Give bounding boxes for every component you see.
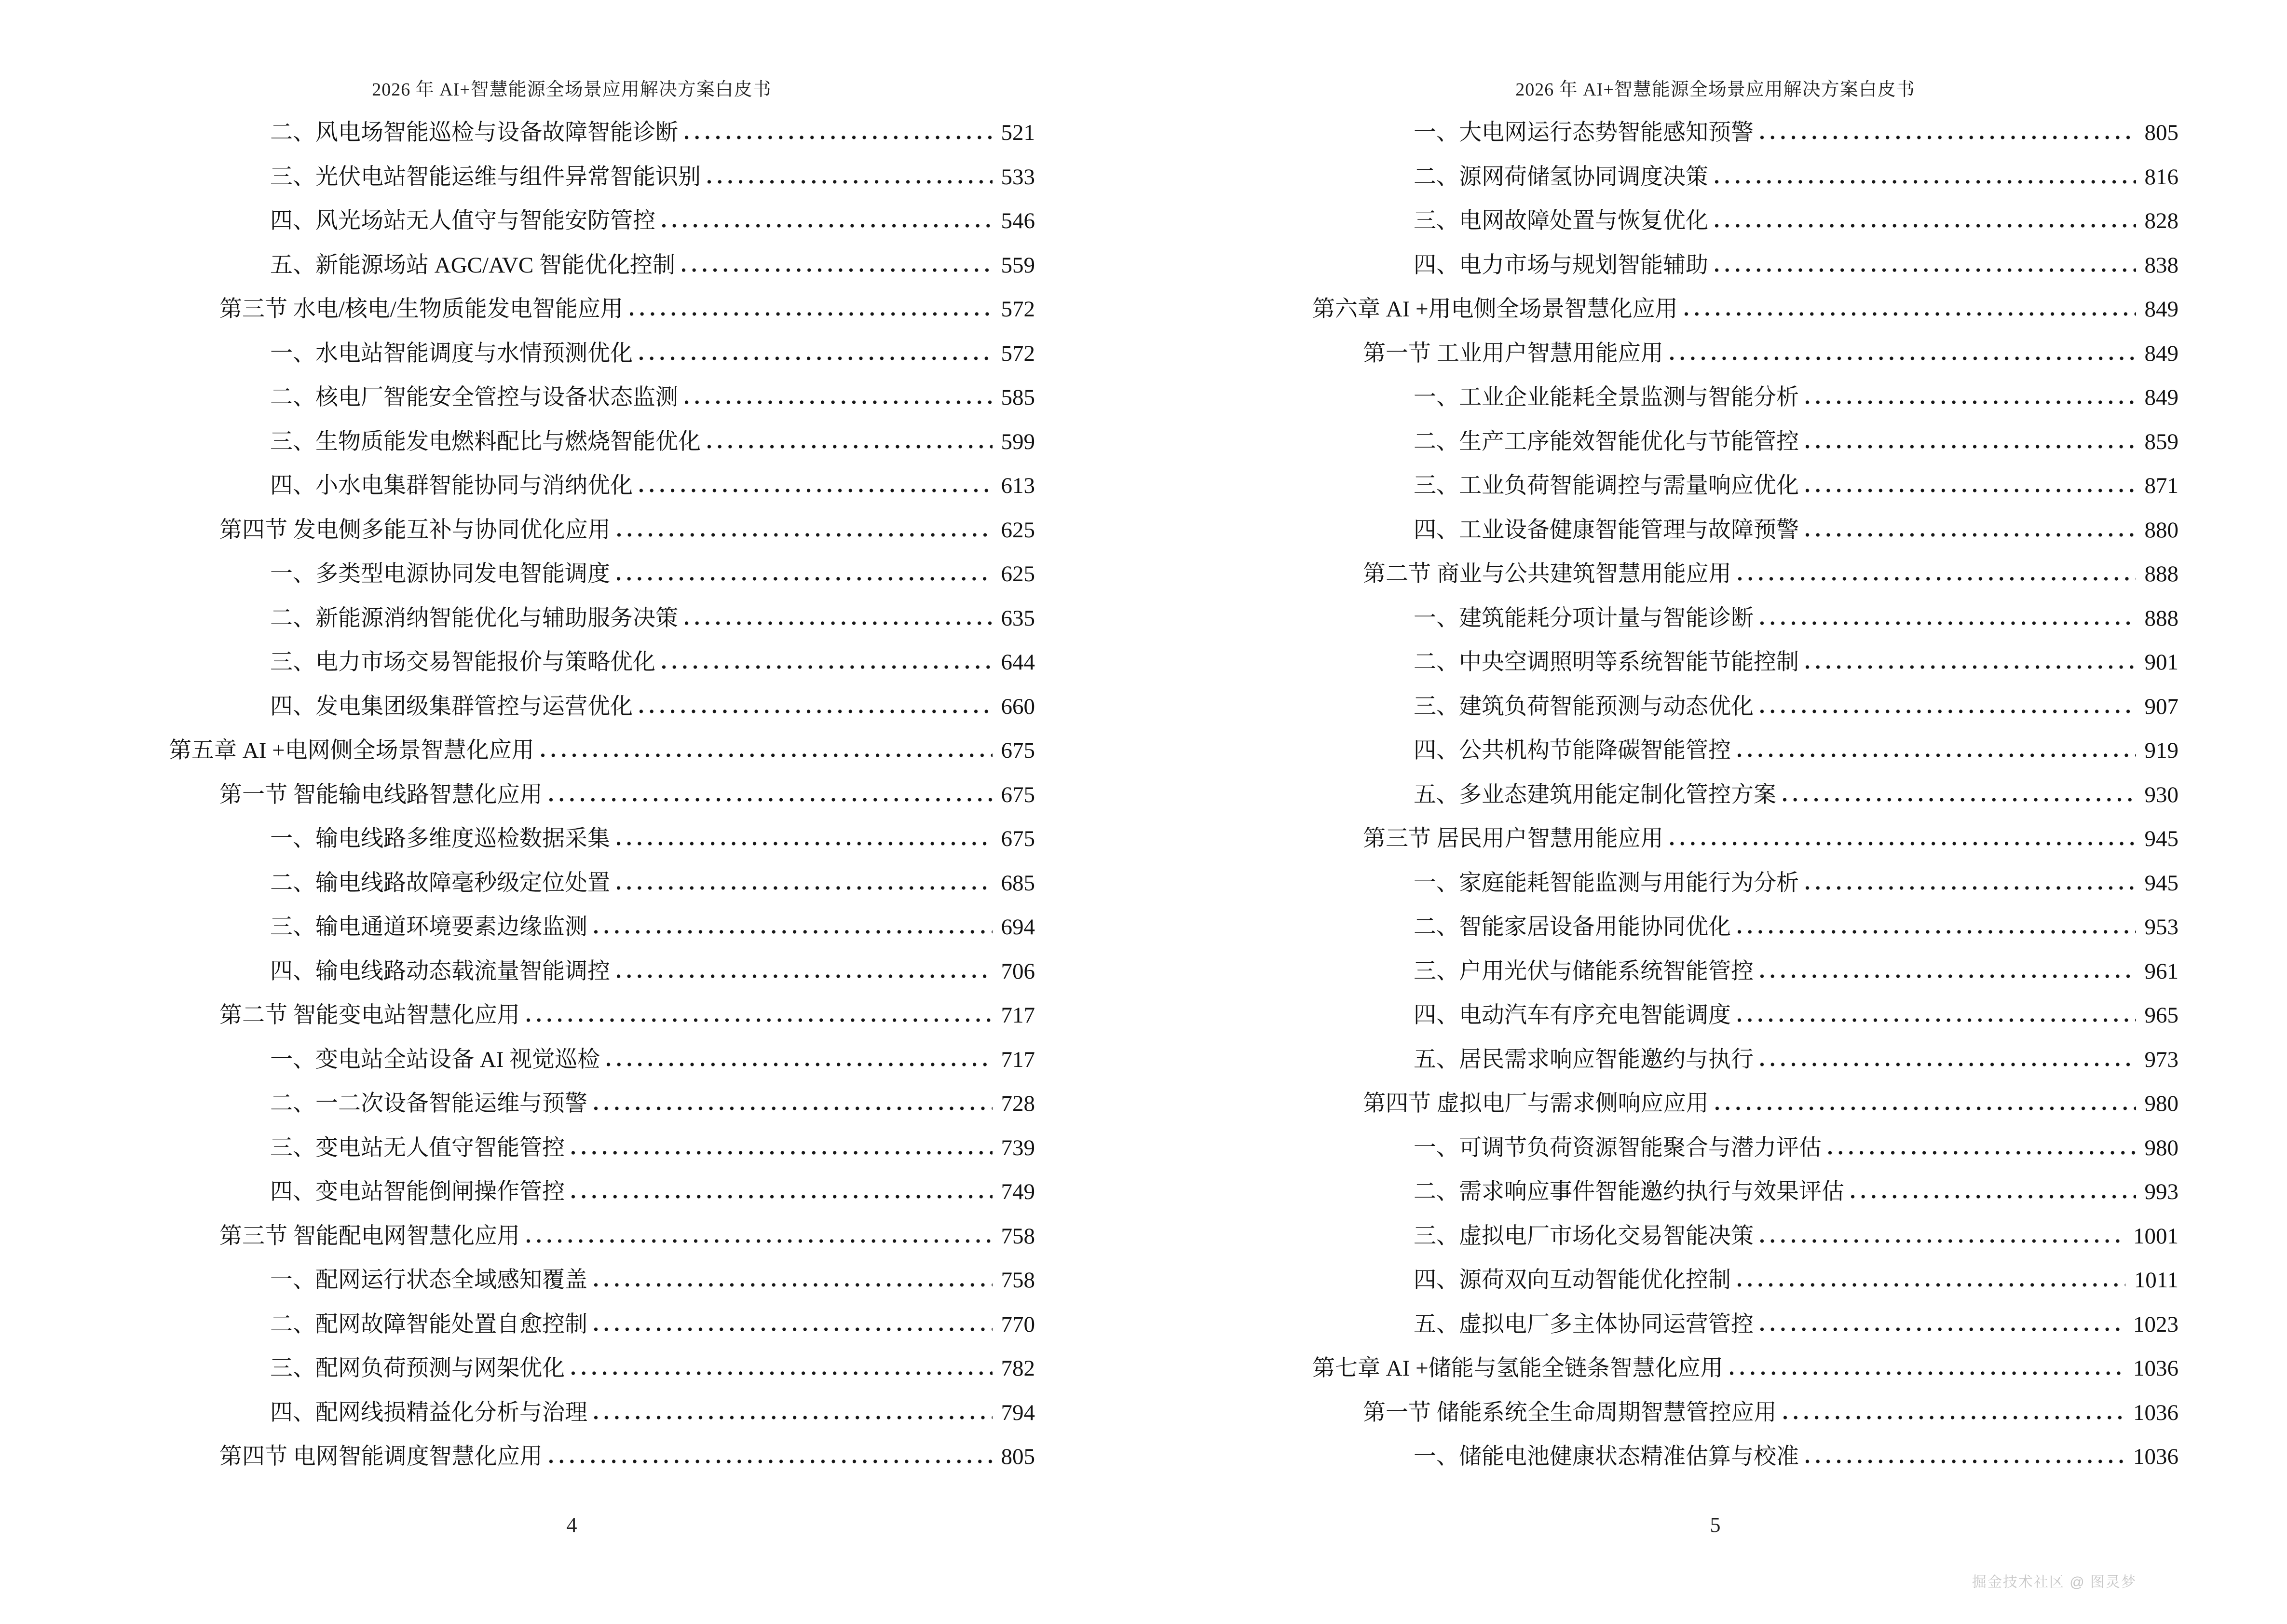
dot-leader xyxy=(617,576,993,581)
toc-entry-page-number: 717 xyxy=(1001,1003,1035,1028)
dot-leader xyxy=(682,268,993,273)
toc-entry xyxy=(1312,817,2178,861)
toc-entry-label: 三、光伏电站智能运维与组件异常智能识别 xyxy=(270,164,701,190)
dot-leader xyxy=(572,1371,993,1376)
toc-entry-page-number: 706 xyxy=(1001,958,1035,984)
toc-entry-label: 五、新能源场站 AGC/AVC 智能优化控制 xyxy=(270,252,675,278)
toc-entry-page-number: 599 xyxy=(1001,429,1035,454)
toc-entry-label: 一、变电站全站设备 AI 视觉巡检 xyxy=(270,1047,600,1072)
toc-entry-page-number: 961 xyxy=(2144,958,2178,984)
toc-entry-page-number: 973 xyxy=(2144,1047,2178,1072)
watermark-text: 掘金技术社区 @ 图灵梦 xyxy=(1972,1574,2137,1590)
toc-entry-label: 二、生产工序能效智能优化与节能管控 xyxy=(1414,429,1799,454)
toc-entry-label: 第四节 发电侧多能互补与协同优化应用 xyxy=(219,517,611,543)
toc-entry xyxy=(169,729,1035,773)
toc-entry-label: 三、虚拟电厂市场化交易智能决策 xyxy=(1414,1223,1754,1249)
toc-entry-page-number: 953 xyxy=(2144,914,2178,940)
toc-entry-label: 第六章 AI +用电侧全场景智慧化应用 xyxy=(1312,297,1678,322)
dot-leader xyxy=(685,400,993,405)
dot-leader xyxy=(549,797,993,802)
toc-entry-page-number: 559 xyxy=(1001,252,1035,278)
toc-entry xyxy=(169,597,1035,641)
toc-entry-label: 四、电力市场与规划智能辅助 xyxy=(1414,252,1708,278)
dot-leader xyxy=(549,1459,993,1464)
toc-entry-page-number: 1011 xyxy=(2134,1268,2178,1293)
toc-entry-label: 一、配网运行状态全域感知覆盖 xyxy=(270,1268,587,1293)
toc-entry xyxy=(1312,111,2178,155)
dot-leader xyxy=(1738,1283,2125,1287)
toc-entry xyxy=(169,1391,1035,1435)
toc-entry-label: 一、多类型电源协同发电智能调度 xyxy=(270,561,610,587)
page-header-title: 2026 年 AI+智慧能源全场景应用解决方案白皮书 xyxy=(372,80,772,100)
toc-entry-label: 二、新能源消纳智能优化与辅助服务决策 xyxy=(270,605,678,631)
dot-leader xyxy=(1760,709,2136,714)
toc-entry xyxy=(169,552,1035,597)
toc-entry-label: 五、虚拟电厂多主体协同运营管控 xyxy=(1414,1311,1754,1337)
toc-entry xyxy=(169,508,1035,553)
toc-entry xyxy=(169,641,1035,685)
dot-leader xyxy=(640,488,993,493)
toc-entry-page-number: 1001 xyxy=(2133,1223,2178,1249)
toc-entry-label: 第一节 储能系统全生命周期智慧管控应用 xyxy=(1363,1400,1777,1425)
toc-entry-label: 二、一二次设备智能运维与预警 xyxy=(270,1091,587,1116)
toc-entry-page-number: 888 xyxy=(2144,605,2178,631)
toc-entry xyxy=(1312,199,2178,244)
toc-entry-label: 第四节 电网智能调度智慧化应用 xyxy=(219,1444,543,1469)
toc-entry-page-number: 880 xyxy=(2144,517,2178,543)
toc-entry-page-number: 675 xyxy=(1001,738,1035,763)
toc-entry-label: 四、变电站智能倒闸操作管控 xyxy=(270,1179,565,1204)
toc-entry xyxy=(1312,420,2178,464)
toc-entry xyxy=(169,1082,1035,1126)
dot-leader xyxy=(1670,356,2136,361)
dot-leader xyxy=(1670,841,2136,846)
toc-entry-label: 三、生物质能发电燃料配比与燃烧智能优化 xyxy=(270,429,701,454)
toc-entry-page-number: 794 xyxy=(1001,1400,1035,1425)
toc-entry-page-number: 770 xyxy=(1001,1311,1035,1337)
toc-entry xyxy=(169,817,1035,861)
toc-entry xyxy=(1312,376,2178,420)
toc-entry-label: 一、可调节负荷资源智能聚合与潜力评估 xyxy=(1414,1135,1822,1160)
dot-leader xyxy=(1760,1062,2136,1067)
toc-entry-page-number: 805 xyxy=(2144,120,2178,145)
toc-entry-label: 四、发电集团级集群管控与运营优化 xyxy=(270,694,633,719)
toc-list-left xyxy=(169,111,1035,1479)
toc-entry xyxy=(1312,552,2178,597)
toc-entry-page-number: 625 xyxy=(1001,561,1035,587)
toc-entry-page-number: 717 xyxy=(1001,1047,1035,1072)
dot-leader xyxy=(594,1327,993,1332)
toc-entry xyxy=(169,1215,1035,1259)
toc-entry xyxy=(1312,905,2178,950)
dot-leader xyxy=(1760,974,2136,979)
toc-entry xyxy=(1312,773,2178,818)
toc-entry-page-number: 533 xyxy=(1001,164,1035,190)
toc-entry xyxy=(169,420,1035,464)
toc-entry-label: 二、智能家居设备用能协同优化 xyxy=(1414,914,1731,940)
dot-leader xyxy=(1760,1239,2124,1243)
dot-leader xyxy=(685,135,993,140)
dot-leader xyxy=(1783,797,2136,802)
toc-entry-label: 二、需求响应事件智能邀约执行与效果评估 xyxy=(1414,1179,1844,1204)
toc-entry-page-number: 675 xyxy=(1001,826,1035,851)
toc-entry-label: 第二节 商业与公共建筑智慧用能应用 xyxy=(1363,561,1731,587)
toc-entry-page-number: 694 xyxy=(1001,914,1035,940)
toc-entry-page-number: 838 xyxy=(2144,252,2178,278)
dot-leader xyxy=(572,1150,993,1155)
toc-entry xyxy=(1312,861,2178,906)
dot-leader xyxy=(1715,223,2136,228)
toc-entry-label: 第三节 居民用户智慧用能应用 xyxy=(1363,826,1663,851)
toc-entry-label: 第一节 工业用户智慧用能应用 xyxy=(1363,341,1663,366)
dot-leader xyxy=(594,1415,993,1420)
dot-leader xyxy=(662,665,993,669)
toc-entry xyxy=(1312,1391,2178,1435)
dot-leader xyxy=(594,1283,993,1287)
toc-entry xyxy=(169,376,1035,420)
toc-entry-page-number: 993 xyxy=(2144,1179,2178,1204)
toc-entry-page-number: 919 xyxy=(2144,738,2178,763)
toc-entry-label: 四、小水电集群智能协同与消纳优化 xyxy=(270,473,633,498)
toc-entry-label: 一、工业企业能耗全景监测与智能分析 xyxy=(1414,385,1799,410)
page-header-title: 2026 年 AI+智慧能源全场景应用解决方案白皮书 xyxy=(1515,80,1915,100)
toc-entry-label: 第三节 水电/核电/生物质能发电智能应用 xyxy=(219,297,623,322)
toc-entry xyxy=(1312,597,2178,641)
toc-entry-page-number: 1036 xyxy=(2133,1400,2178,1425)
dot-leader xyxy=(1806,1459,2124,1464)
dot-leader xyxy=(685,621,993,626)
toc-entry-label: 一、建筑能耗分项计量与智能诊断 xyxy=(1414,605,1754,631)
toc-entry xyxy=(169,287,1035,332)
toc-entry-page-number: 980 xyxy=(2144,1091,2178,1116)
toc-entry xyxy=(1312,1215,2178,1259)
toc-entry-label: 第三节 智能配电网智慧化应用 xyxy=(219,1223,520,1249)
toc-entry xyxy=(169,994,1035,1038)
toc-entry xyxy=(1312,950,2178,994)
toc-entry xyxy=(169,1126,1035,1171)
toc-entry-page-number: 572 xyxy=(1001,297,1035,322)
toc-entry xyxy=(169,1038,1035,1082)
toc-entry-label: 三、户用光伏与储能系统智能管控 xyxy=(1414,958,1754,984)
dot-leader xyxy=(617,974,993,979)
toc-entry-page-number: 965 xyxy=(2144,1003,2178,1028)
toc-entry xyxy=(169,332,1035,376)
toc-entry-page-number: 675 xyxy=(1001,782,1035,807)
dot-leader xyxy=(1730,1371,2124,1376)
toc-entry-label: 三、工业负荷智能调控与需量响应优化 xyxy=(1414,473,1799,498)
toc-entry-page-number: 980 xyxy=(2144,1135,2178,1160)
dot-leader xyxy=(1760,135,2136,140)
dot-leader xyxy=(1806,665,2136,669)
toc-entry-page-number: 945 xyxy=(2144,826,2178,851)
toc-entry-label: 四、工业设备健康智能管理与故障预警 xyxy=(1414,517,1799,543)
toc-entry xyxy=(1312,332,2178,376)
toc-entry xyxy=(169,1303,1035,1347)
dot-leader xyxy=(1715,268,2136,273)
toc-entry-page-number: 625 xyxy=(1001,517,1035,543)
toc-entry-label: 三、变电站无人值守智能管控 xyxy=(270,1135,565,1160)
toc-entry-page-number: 859 xyxy=(2144,429,2178,454)
toc-entry-label: 三、电网故障处置与恢复优化 xyxy=(1414,208,1708,233)
toc-entry-page-number: 782 xyxy=(1001,1356,1035,1381)
toc-entry-page-number: 685 xyxy=(1001,870,1035,896)
toc-entry-page-number: 749 xyxy=(1001,1179,1035,1204)
toc-entry-label: 三、建筑负荷智能预测与动态优化 xyxy=(1414,694,1754,719)
toc-entry xyxy=(1312,729,2178,773)
toc-entry-page-number: 739 xyxy=(1001,1135,1035,1160)
toc-entry xyxy=(169,1258,1035,1303)
toc-entry-page-number: 930 xyxy=(2144,782,2178,807)
toc-entry xyxy=(1312,155,2178,200)
dot-leader xyxy=(1806,886,2136,890)
toc-entry-label: 四、配网线损精益化分析与治理 xyxy=(270,1400,587,1425)
toc-entry xyxy=(1312,1126,2178,1171)
toc-entry-page-number: 1036 xyxy=(2133,1356,2178,1381)
toc-entry xyxy=(1312,287,2178,332)
toc-entry-label: 三、配网负荷预测与网架优化 xyxy=(270,1356,565,1381)
toc-entry-page-number: 546 xyxy=(1001,208,1035,233)
toc-entry-page-number: 660 xyxy=(1001,694,1035,719)
dot-leader xyxy=(617,886,993,890)
toc-entry xyxy=(169,773,1035,818)
toc-entry-page-number: 1036 xyxy=(2133,1444,2178,1469)
dot-leader xyxy=(1760,621,2136,626)
toc-entry-page-number: 521 xyxy=(1001,120,1035,145)
toc-entry-label: 二、配网故障智能处置自愈控制 xyxy=(270,1311,587,1337)
toc-entry-label: 一、水电站智能调度与水情预测优化 xyxy=(270,341,633,366)
toc-entry-label: 一、输电线路多维度巡检数据采集 xyxy=(270,826,610,851)
dot-leader xyxy=(607,1062,992,1067)
toc-entry xyxy=(1312,244,2178,288)
toc-entry-page-number: 1023 xyxy=(2133,1311,2178,1337)
toc-entry-label: 二、中央空调照明等系统智能节能控制 xyxy=(1414,650,1799,675)
toc-entry xyxy=(1312,1082,2178,1126)
dot-leader xyxy=(1738,929,2136,934)
dot-leader xyxy=(541,753,993,758)
toc-entry xyxy=(1312,1303,2178,1347)
toc-entry-label: 五、多业态建筑用能定制化管控方案 xyxy=(1414,782,1776,807)
toc-entry-label: 三、输电通道环境要素边缘监测 xyxy=(270,914,587,940)
dot-leader xyxy=(1851,1194,2136,1199)
toc-entry-page-number: 572 xyxy=(1001,341,1035,366)
page-number: 5 xyxy=(1710,1513,1721,1537)
toc-entry-label: 三、电力市场交易智能报价与策略优化 xyxy=(270,650,655,675)
toc-entry-page-number: 805 xyxy=(1001,1444,1035,1469)
toc-entry-label: 一、家庭能耗智能监测与用能行为分析 xyxy=(1414,870,1799,896)
dot-leader xyxy=(617,532,993,537)
toc-entry-label: 二、核电厂智能安全管控与设备状态监测 xyxy=(270,385,678,410)
toc-entry xyxy=(169,244,1035,288)
toc-entry xyxy=(1312,1435,2178,1479)
toc-entry-page-number: 828 xyxy=(2144,208,2178,233)
dot-leader xyxy=(1738,576,2136,581)
toc-entry-label: 四、输电线路动态载流量智能调控 xyxy=(270,958,610,984)
toc-entry-page-number: 849 xyxy=(2144,385,2178,410)
toc-entry-label: 第七章 AI +储能与氢能全链条智慧化应用 xyxy=(1312,1356,1723,1381)
toc-entry-label: 第二节 智能变电站智慧化应用 xyxy=(219,1003,520,1028)
toc-entry-label: 四、公共机构节能降碳智能管控 xyxy=(1414,738,1731,763)
toc-entry-page-number: 635 xyxy=(1001,605,1035,631)
toc-entry-page-number: 871 xyxy=(2144,473,2178,498)
toc-entry xyxy=(169,685,1035,729)
toc-entry-page-number: 644 xyxy=(1001,650,1035,675)
toc-list-right xyxy=(1312,111,2178,1479)
toc-entry-page-number: 613 xyxy=(1001,473,1035,498)
dot-leader xyxy=(1738,753,2136,758)
dot-leader xyxy=(1806,488,2136,493)
toc-entry-label: 四、源荷双向互动智能优化控制 xyxy=(1414,1268,1731,1293)
toc-entry xyxy=(1312,464,2178,508)
dot-leader xyxy=(708,444,993,449)
toc-entry-page-number: 816 xyxy=(2144,164,2178,190)
dot-leader xyxy=(1760,1327,2124,1332)
toc-entry-page-number: 758 xyxy=(1001,1223,1035,1249)
dot-leader xyxy=(1685,312,2136,316)
dot-leader xyxy=(1715,1106,2136,1111)
toc-entry xyxy=(1312,685,2178,729)
page-number: 4 xyxy=(566,1513,577,1537)
dot-leader xyxy=(662,223,993,228)
dot-leader xyxy=(708,179,993,184)
toc-entry xyxy=(1312,1258,2178,1303)
toc-entry xyxy=(1312,1170,2178,1215)
toc-entry-page-number: 849 xyxy=(2144,341,2178,366)
toc-entry xyxy=(169,155,1035,200)
toc-entry xyxy=(169,861,1035,906)
toc-entry-page-number: 728 xyxy=(1001,1091,1035,1116)
toc-entry-page-number: 901 xyxy=(2144,650,2178,675)
toc-entry-page-number: 888 xyxy=(2144,561,2178,587)
toc-entry-page-number: 758 xyxy=(1001,1268,1035,1293)
toc-entry xyxy=(169,950,1035,994)
toc-entry xyxy=(169,905,1035,950)
toc-entry-page-number: 945 xyxy=(2144,870,2178,896)
toc-entry-label: 四、电动汽车有序充电智能调度 xyxy=(1414,1003,1731,1028)
toc-entry-label: 四、风光场站无人值守与智能安防管控 xyxy=(270,208,655,233)
toc-entry-label: 一、储能电池健康状态精准估算与校准 xyxy=(1414,1444,1799,1469)
dot-leader xyxy=(1828,1150,2136,1155)
toc-entry xyxy=(1312,1038,2178,1082)
toc-entry-page-number: 907 xyxy=(2144,694,2178,719)
dot-leader xyxy=(1783,1415,2124,1420)
dot-leader xyxy=(1715,179,2136,184)
toc-entry xyxy=(1312,1347,2178,1391)
dot-leader xyxy=(572,1194,993,1199)
toc-entry-label: 二、源网荷储氢协同调度决策 xyxy=(1414,164,1708,190)
dot-leader xyxy=(1806,400,2136,405)
toc-entry-label: 五、居民需求响应智能邀约与执行 xyxy=(1414,1047,1754,1072)
dot-leader xyxy=(594,929,993,934)
toc-entry xyxy=(169,1170,1035,1215)
dot-leader xyxy=(1806,532,2136,537)
toc-entry-label: 二、风电场智能巡检与设备故障智能诊断 xyxy=(270,120,678,145)
dot-leader xyxy=(1738,1018,2136,1023)
toc-entry xyxy=(169,199,1035,244)
toc-entry-page-number: 849 xyxy=(2144,297,2178,322)
dot-leader xyxy=(617,841,993,846)
toc-entry-page-number: 585 xyxy=(1001,385,1035,410)
toc-entry xyxy=(169,1347,1035,1391)
toc-entry xyxy=(169,111,1035,155)
dot-leader xyxy=(640,356,993,361)
dot-leader xyxy=(640,709,993,714)
dot-leader xyxy=(1806,444,2136,449)
toc-entry-label: 第五章 AI +电网侧全场景智慧化应用 xyxy=(169,738,534,763)
toc-entry-label: 一、大电网运行态势智能感知预警 xyxy=(1414,120,1754,145)
toc-entry xyxy=(1312,641,2178,685)
dot-leader xyxy=(527,1239,993,1243)
toc-entry xyxy=(169,464,1035,508)
dot-leader xyxy=(527,1018,993,1023)
toc-entry-label: 第四节 虚拟电厂与需求侧响应应用 xyxy=(1363,1091,1709,1116)
dot-leader xyxy=(630,312,993,316)
toc-entry-label: 第一节 智能输电线路智慧化应用 xyxy=(219,782,543,807)
toc-entry xyxy=(1312,508,2178,553)
toc-entry-label: 二、输电线路故障毫秒级定位处置 xyxy=(270,870,610,896)
toc-entry xyxy=(169,1435,1035,1479)
dot-leader xyxy=(594,1106,993,1111)
toc-entry xyxy=(1312,994,2178,1038)
page-right xyxy=(1144,0,2287,1624)
